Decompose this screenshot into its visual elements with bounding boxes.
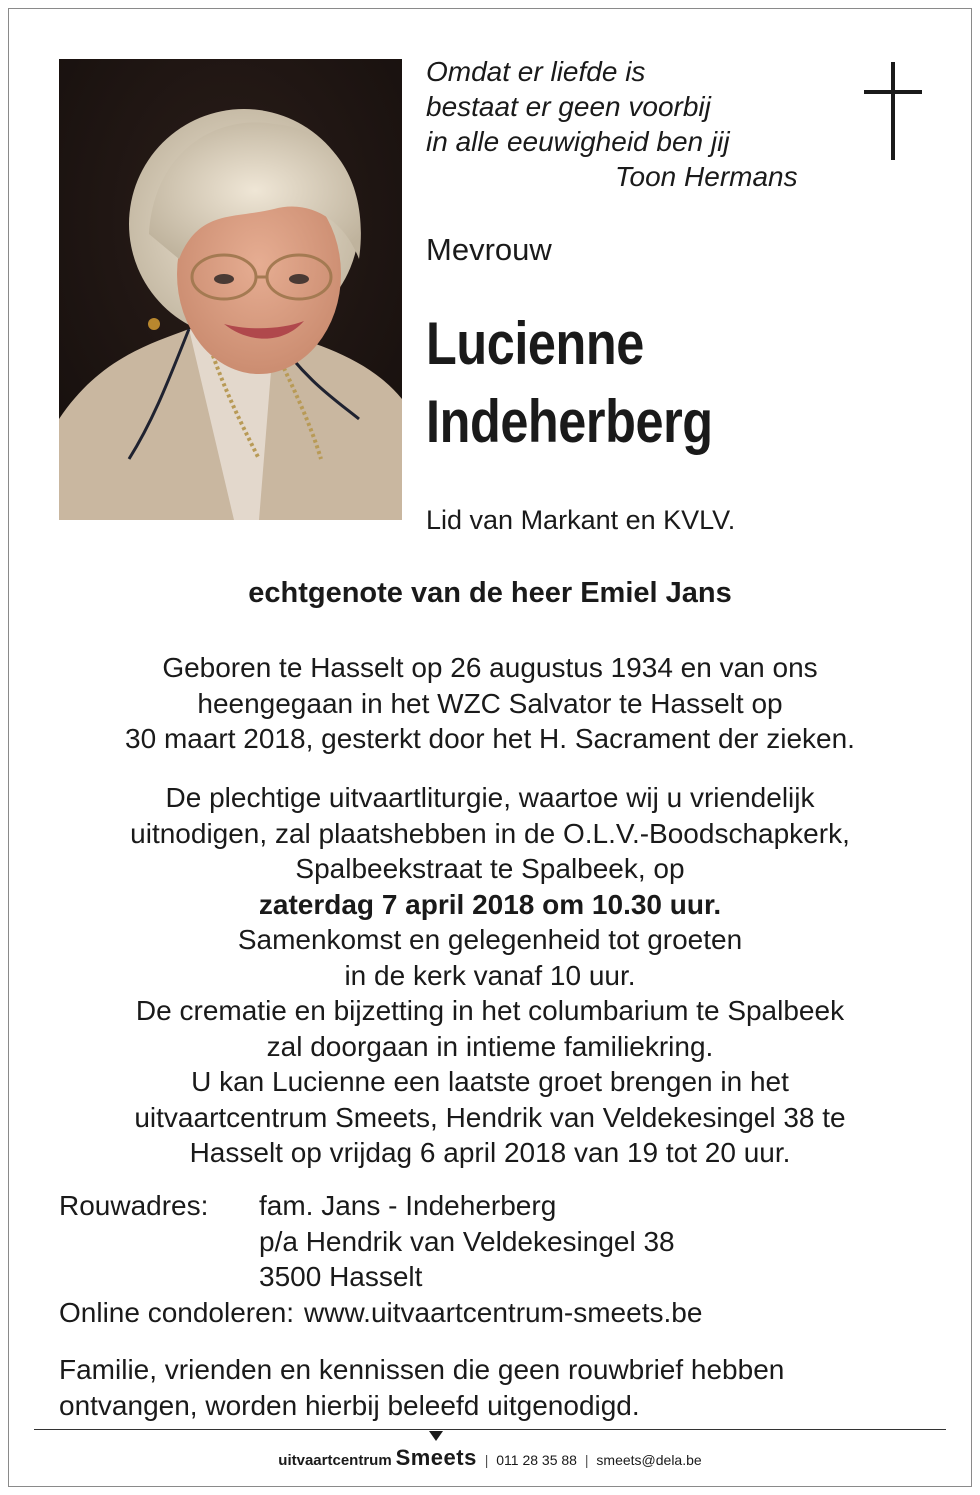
- text-line: ontvangen, worden hierbij beleefd uitgenodigd.: [59, 1389, 640, 1421]
- poem-author: Toon Hermans: [615, 161, 798, 192]
- address-row: [59, 1188, 939, 1224]
- text-line: zal doorgaan in intieme familiekring.: [266, 1030, 714, 1062]
- honorific: Mevrouw: [426, 232, 552, 267]
- text-line: in de kerk vanaf 10 uur.: [344, 959, 636, 991]
- text-line: uitnodigen, zal plaatshebben in de O.L.V.-Boodschapkerk,: [130, 817, 850, 849]
- footer: [0, 1445, 980, 1471]
- separator: |: [584, 1452, 589, 1468]
- footer-email[interactable]: smeets@dela.be: [596, 1452, 702, 1468]
- mourning-address: [59, 1188, 939, 1330]
- address-line: p/a Hendrik van Veldekesingel 38: [259, 1225, 675, 1257]
- poem-quote: [426, 54, 846, 194]
- online-condolence-row: [59, 1295, 939, 1331]
- text-line: De crematie en bijzetting in het columbarium te Spalbeek: [135, 995, 845, 1026]
- text-line: 30 maart 2018, gesterkt door het H. Sacrament der zieken.: [125, 723, 855, 754]
- text-line: De plechtige uitvaartliturgie, waartoe wij u vriendelijk: [165, 782, 815, 813]
- online-condolence-label: Online condoleren:: [59, 1296, 295, 1328]
- funeral-paragraph: [40, 780, 940, 1171]
- address-label: Rouwadres:: [59, 1190, 209, 1221]
- text-line: heengegaan in het WZC Salvator te Hasselt op: [197, 687, 783, 719]
- text-line: Familie, vrienden en kennissen die geen rouwbrief hebben: [59, 1354, 785, 1385]
- first-name: Lucienne: [426, 310, 644, 377]
- last-name: Indeherberg: [426, 388, 713, 455]
- brand-prefix: uitvaartcentrum: [278, 1452, 392, 1469]
- text-line: Spalbeekstraat te Spalbeek, op: [295, 853, 685, 884]
- poem-line: bestaat er geen voorbij: [426, 91, 711, 122]
- closing-paragraph: [59, 1352, 939, 1423]
- text-line: Hasselt op vrijdag 6 april 2018 van 19 tot 20 uur.: [189, 1137, 791, 1168]
- address-row: [59, 1224, 939, 1260]
- online-condolence-link[interactable]: www.uitvaartcentrum-smeets.be: [304, 1296, 703, 1328]
- poem-line: in alle eeuwigheid ben jij: [426, 126, 730, 157]
- funeral-date: zaterdag 7 april 2018 om 10.30 uur.: [258, 888, 722, 920]
- address-line: fam. Jans - Indeherberg: [259, 1190, 557, 1221]
- address-line: 3500 Hasselt: [259, 1261, 423, 1292]
- membership: Lid van Markant en KVLV.: [426, 505, 736, 535]
- address-row: [59, 1259, 939, 1295]
- footer-divider: [34, 1429, 946, 1430]
- triangle-down-icon: [429, 1431, 443, 1441]
- deceased-name: [426, 305, 713, 461]
- separator: |: [484, 1452, 489, 1468]
- text-line: Geboren te Hasselt op 26 augustus 1934 en van ons: [162, 652, 818, 683]
- birth-death-paragraph: [40, 650, 940, 757]
- text-line: U kan Lucienne een laatste groet brengen in het: [191, 1066, 789, 1097]
- spouse-line: echtgenote van de heer Emiel Jans: [248, 577, 732, 609]
- text-line: uitvaartcentrum Smeets, Hendrik van Veldekesingel 38 te: [134, 1101, 846, 1133]
- footer-phone: 011 28 35 88: [496, 1452, 577, 1468]
- brand-name: Smeets: [396, 1445, 477, 1470]
- latin-cross-icon: [864, 62, 922, 160]
- poem-line: Omdat er liefde is: [426, 56, 646, 87]
- text-line: Samenkomst en gelegenheid tot groeten: [237, 924, 743, 955]
- portrait-photo: [59, 59, 402, 520]
